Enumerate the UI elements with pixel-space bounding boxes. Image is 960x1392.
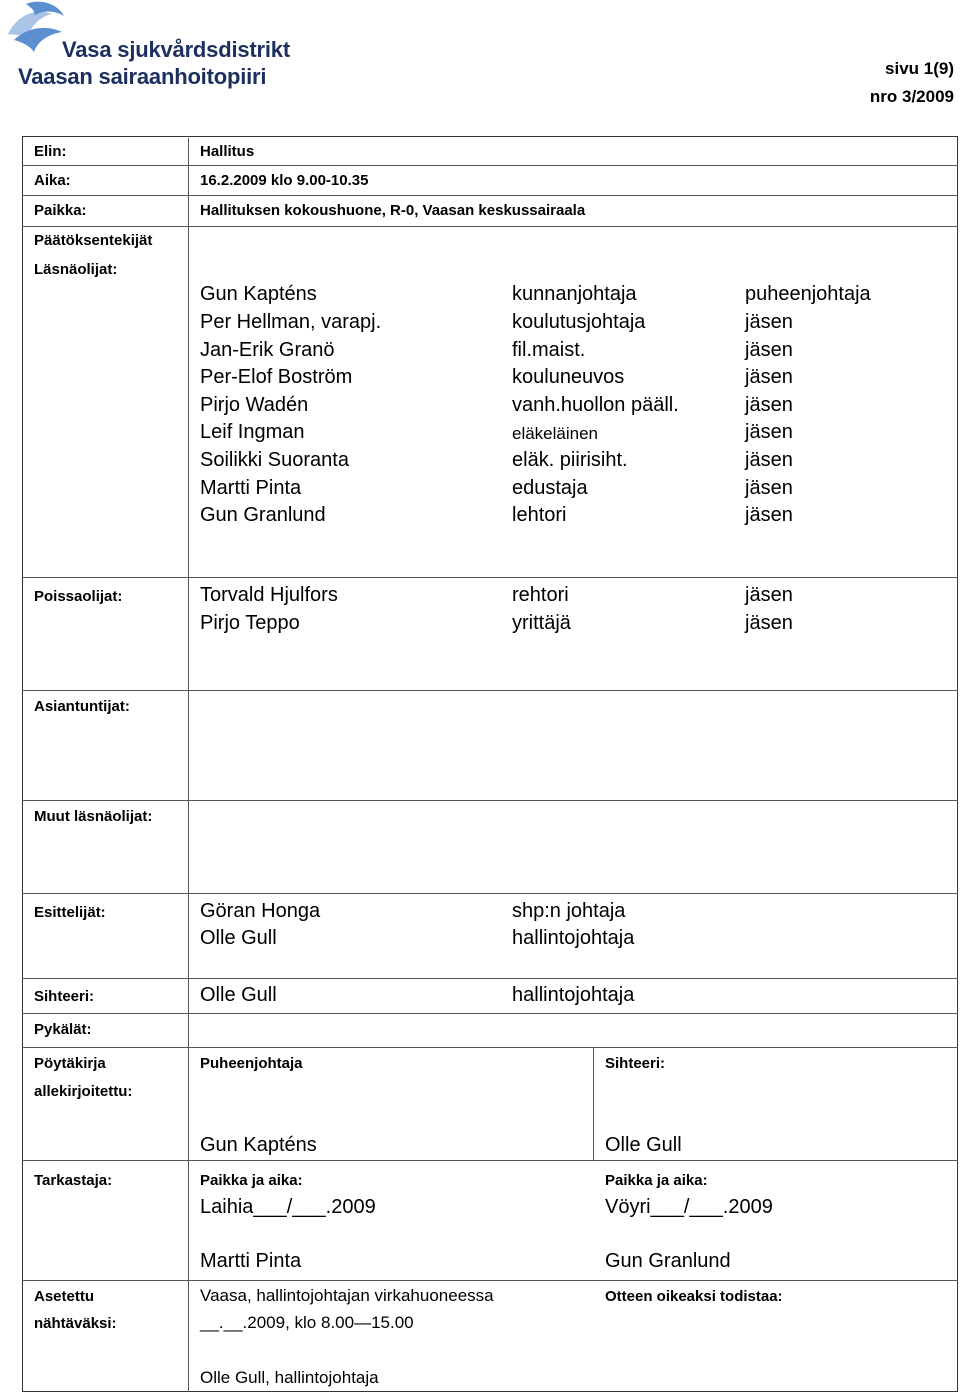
absent-title: yrittäjä bbox=[512, 612, 571, 634]
column-divider bbox=[188, 138, 189, 1392]
present-name: Leif Ingman bbox=[200, 421, 305, 443]
document-number: nro 3/2009 bbox=[869, 87, 954, 106]
others-label: Muut läsnäolijat: bbox=[34, 808, 153, 825]
org-name-swedish: Vasa sjukvårdsdistrikt bbox=[62, 37, 290, 62]
secretary-signer-name: Olle Gull bbox=[605, 1134, 682, 1156]
absent-name: Torvald Hjulfors bbox=[200, 584, 338, 606]
secretary-label: Sihteeri: bbox=[34, 988, 95, 1005]
row-line bbox=[22, 195, 958, 196]
present-name: Martti Pinta bbox=[200, 477, 302, 499]
present-title: edustaja bbox=[512, 477, 588, 499]
certify-signer: Olle Gull, hallintojohtaja bbox=[200, 1368, 379, 1387]
present-name: Soilikki Suoranta bbox=[200, 449, 349, 471]
row-line bbox=[22, 893, 958, 894]
present-name: Gun Kapténs bbox=[200, 283, 317, 305]
absent-name: Pirjo Teppo bbox=[200, 612, 300, 634]
sections-label: Pykälät: bbox=[34, 1021, 92, 1038]
minutes-table bbox=[22, 136, 958, 1392]
place-time-value: Vöyri___/___.2009 bbox=[605, 1196, 773, 1218]
reviewer-name: Gun Granlund bbox=[605, 1250, 731, 1272]
aika-value: 16.2.2009 klo 9.00-10.35 bbox=[200, 172, 369, 189]
certify-label: Otteen oikeaksi todistaa: bbox=[605, 1288, 783, 1305]
absent-role: jäsen bbox=[745, 584, 793, 606]
row-line bbox=[22, 1160, 958, 1161]
absent-label: Poissaolijat: bbox=[34, 588, 123, 605]
elin-value: Hallitus bbox=[200, 143, 255, 160]
row-line bbox=[22, 1047, 958, 1048]
present-title: lehtori bbox=[512, 504, 567, 526]
secretary-signature-label: Sihteeri: bbox=[605, 1055, 666, 1072]
signed-label-1: Pöytäkirja bbox=[34, 1055, 106, 1072]
present-name: Jan-Erik Granö bbox=[200, 339, 335, 361]
row-line bbox=[22, 165, 958, 166]
row-line bbox=[22, 978, 958, 979]
presenter-name: Olle Gull bbox=[200, 927, 277, 949]
place-time-label: Paikka ja aika: bbox=[200, 1172, 303, 1189]
absent-title: rehtori bbox=[512, 584, 569, 606]
chair-name: Gun Kapténs bbox=[200, 1134, 317, 1156]
present-role: puheenjohtaja bbox=[745, 283, 871, 305]
place-time-value: Laihia___/___.2009 bbox=[200, 1196, 376, 1218]
presenter-title: hallintojohtaja bbox=[512, 927, 635, 949]
present-role: jäsen bbox=[745, 421, 793, 443]
row-line bbox=[22, 690, 958, 691]
posted-label-2: nähtäväksi: bbox=[34, 1315, 117, 1332]
present-title: eläkeläinen bbox=[512, 424, 599, 443]
presenter-title: shp:n johtaja bbox=[512, 900, 626, 922]
present-title: kunnanjohtaja bbox=[512, 283, 637, 305]
presenter-name: Göran Honga bbox=[200, 900, 321, 922]
present-name: Gun Granlund bbox=[200, 504, 326, 526]
present-name: Per Hellman, varapj. bbox=[200, 311, 382, 333]
row-line bbox=[22, 226, 958, 227]
present-role: jäsen bbox=[745, 311, 793, 333]
present-name: Per-Elof Boström bbox=[200, 366, 353, 388]
present-role: jäsen bbox=[745, 366, 793, 388]
posted-label-1: Asetettu bbox=[34, 1288, 95, 1305]
present-role: jäsen bbox=[745, 339, 793, 361]
aika-label: Aika: bbox=[34, 172, 71, 189]
place-time-label: Paikka ja aika: bbox=[605, 1172, 708, 1189]
present-role: jäsen bbox=[745, 449, 793, 471]
present-title: vanh.huollon pääll. bbox=[512, 394, 679, 416]
present-title: eläk. piirisiht. bbox=[512, 449, 628, 471]
secretary-name: Olle Gull bbox=[200, 984, 277, 1006]
reviewer-label: Tarkastaja: bbox=[34, 1172, 113, 1189]
row-line bbox=[22, 577, 958, 578]
posted-place: Vaasa, hallintojohtajan virkahuoneessa bbox=[200, 1286, 494, 1305]
page-number: sivu 1(9) bbox=[885, 59, 954, 78]
experts-label: Asiantuntijat: bbox=[34, 698, 130, 715]
paikka-label: Paikka: bbox=[34, 202, 87, 219]
posted-time: __.__.2009, klo 8.00—15.00 bbox=[200, 1313, 414, 1332]
signature-divider bbox=[593, 1048, 594, 1160]
present-role: jäsen bbox=[745, 394, 793, 416]
present-role: jäsen bbox=[745, 504, 793, 526]
present-name: Pirjo Wadén bbox=[200, 394, 309, 416]
present-title: kouluneuvos bbox=[512, 366, 625, 388]
row-line bbox=[22, 800, 958, 801]
org-name-finnish: Vaasan sairaanhoitopiiri bbox=[18, 64, 267, 89]
elin-label: Elin: bbox=[34, 143, 67, 160]
present-title: fil.maist. bbox=[512, 339, 586, 361]
present-title: koulutusjohtaja bbox=[512, 311, 646, 333]
chair-signature-label: Puheenjohtaja bbox=[200, 1055, 303, 1072]
decision-makers-label: Päätöksentekijät bbox=[34, 232, 153, 249]
paikka-value: Hallituksen kokoushuone, R-0, Vaasan keskussairaala bbox=[200, 202, 586, 219]
reviewer-name: Martti Pinta bbox=[200, 1250, 302, 1272]
secretary-title: hallintojohtaja bbox=[512, 984, 635, 1006]
presenters-label: Esittelijät: bbox=[34, 904, 106, 921]
present-label: Läsnäolijat: bbox=[34, 261, 118, 278]
signed-label-2: allekirjoitettu: bbox=[34, 1083, 133, 1100]
row-line bbox=[22, 1280, 958, 1281]
row-line bbox=[22, 1013, 958, 1014]
present-role: jäsen bbox=[745, 477, 793, 499]
absent-role: jäsen bbox=[745, 612, 793, 634]
